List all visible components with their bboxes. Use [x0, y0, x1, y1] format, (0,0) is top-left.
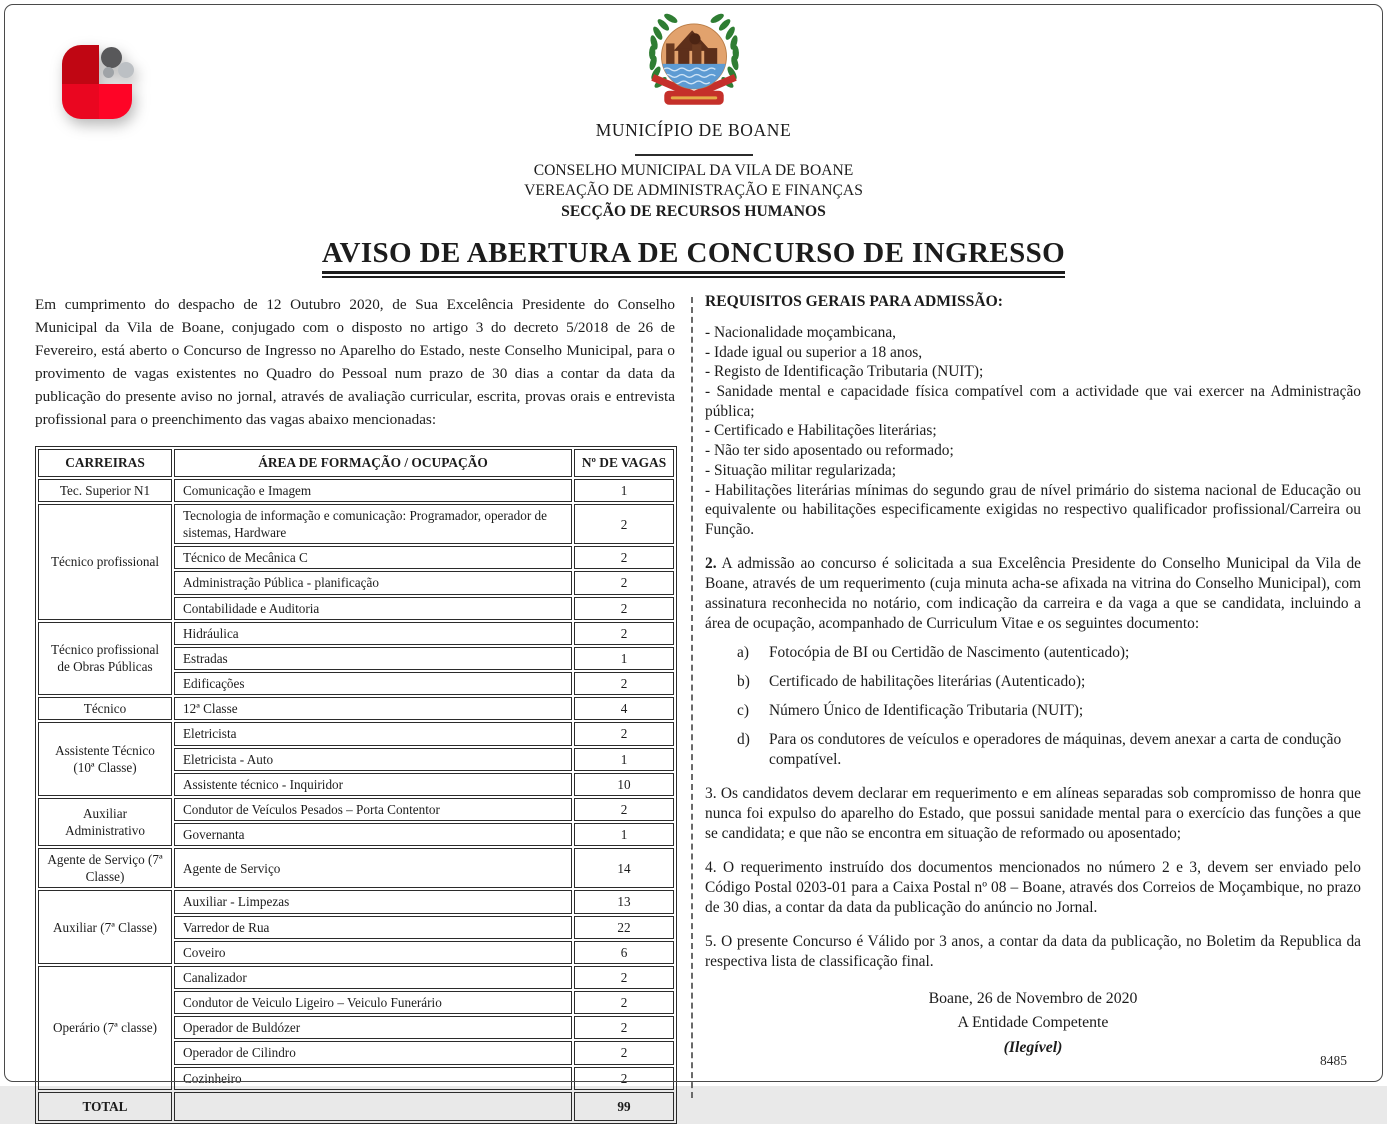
- area-cell: Assistente técnico - Inquiridor: [174, 773, 572, 796]
- area-cell: Edificações: [174, 672, 572, 695]
- vagas-cell: 2: [574, 597, 674, 620]
- general-requirements: [705, 323, 1361, 540]
- document-title: [0, 237, 1387, 278]
- area-cell: Condutor de Veiculo Ligeiro – Veiculo Funerário: [174, 991, 572, 1014]
- career-cell: Tec. Superior N1: [38, 479, 172, 502]
- content-columns: [0, 278, 1387, 1124]
- paragraph-2-text: A admissão ao concurso é solicitada a sua Excelência Presidente do Conselho Municipal da Vila de Boane, através de um requerimento (cuja minuta acha-se afixada na vitrina do Conselho Municipal), com assinatura reconhecida no notário, com indicação da carreira e da vaga a que se candidata, incluindo a área de ocupação, acompanhado de Curriculum Vitae e os seguintes documento:: [705, 554, 1361, 632]
- career-cell: Auxiliar (7ª Classe): [38, 890, 172, 963]
- career-cell: Técnico profissional: [38, 504, 172, 620]
- logo-circle-gray: [103, 67, 114, 78]
- total-value-cell: 99: [574, 1092, 674, 1121]
- paragraph-2-number: 2.: [705, 554, 717, 572]
- requirement-item: - Habilitações literárias mínimas do segundo grau de nível primário do sistema nacional de Educação ou equivalente ou habilitações especificamente exigidas no respectivo qualificador profissional/Carreira ou Função.: [705, 481, 1361, 538]
- area-cell: Estradas: [174, 647, 572, 670]
- total-label-cell: TOTAL: [38, 1092, 172, 1121]
- area-cell: Hidráulica: [174, 622, 572, 645]
- col-header-carreiras: CARREIRAS: [38, 449, 172, 476]
- area-cell: Auxiliar - Limpezas: [174, 890, 572, 913]
- career-cell: Técnico profissional de Obras Públicas: [38, 622, 172, 695]
- paragraph-2: [705, 554, 1361, 634]
- vagas-cell: 10: [574, 773, 674, 796]
- document-text: Certificado de habilitações literárias (Autenticado);: [769, 672, 1086, 690]
- vagas-cell: 2: [574, 622, 674, 645]
- vagas-cell: 1: [574, 647, 674, 670]
- requirement-item: - Nacionalidade moçambicana,: [705, 323, 897, 341]
- area-cell: Técnico de Mecânica C: [174, 546, 572, 569]
- paragraph-5: 5. O presente Concurso é Válido por 3 anos, a contar da data da publicação, no Boletim da Republica da respectiva lista de classificação final.: [705, 932, 1361, 970]
- table-row: [38, 890, 674, 913]
- title-text: AVISO DE ABERTURA DE CONCURSO DE INGRESSO: [322, 237, 1065, 274]
- vagas-cell: 6: [574, 941, 674, 964]
- area-cell: Operador de Cilindro: [174, 1041, 572, 1064]
- area-cell: Cozinheiro: [174, 1067, 572, 1090]
- vagas-cell: 22: [574, 916, 674, 939]
- vagas-cell: 4: [574, 697, 674, 720]
- requirement-item: - Sanidade mental e capacidade física compatível com a actividade que vai exercer na Administração pública;: [705, 382, 1361, 420]
- document-item: [737, 672, 1361, 692]
- municipality-crest-icon: [638, 10, 750, 114]
- vagas-cell: 13: [574, 890, 674, 913]
- signature-illegible: (Ilegível): [1003, 1038, 1063, 1056]
- area-cell: Eletricista: [174, 722, 572, 745]
- vacancies-table: [35, 446, 677, 1123]
- document-letter: d): [737, 730, 750, 748]
- vagas-cell: 2: [574, 1067, 674, 1090]
- logo-circle-light-gray: [118, 62, 134, 78]
- col-header-vagas: Nº DE VAGAS: [574, 449, 674, 476]
- area-cell: Tecnologia de informação e comunicação: Programador, operador de sistemas, Hardware: [174, 504, 572, 544]
- table-header-row: [38, 449, 674, 476]
- table-row: [38, 697, 674, 720]
- career-cell: Técnico: [38, 697, 172, 720]
- area-cell: Comunicação e Imagem: [174, 479, 572, 502]
- requirement-item: - Registo de Identificação Tributaria (NUIT);: [705, 363, 984, 381]
- requirement-item: - Certificado e Habilitações literárias;: [705, 422, 937, 440]
- signature-entity: A Entidade Competente: [957, 1014, 1109, 1032]
- total-empty-cell: [174, 1092, 572, 1121]
- career-cell: Operário (7ª classe): [38, 966, 172, 1090]
- vagas-cell: 1: [574, 748, 674, 771]
- org-line-department: VEREAÇÃO DE ADMINISTRAÇÃO E FINANÇAS: [524, 182, 863, 200]
- logo-quadrant-bright-red: [99, 84, 132, 119]
- documents-list: [737, 643, 1361, 770]
- paragraph-4: 4. O requerimento instruído dos documentos mencionados no número 2 e 3, devem ser enviado pelo Código Postal 0203-01 para a Caixa Postal nº 08 – Boane, através dos Correios de Moçambique, no prazo de 30 dias, a contar da data da publicação do anúncio no Jornal.: [705, 858, 1361, 916]
- area-cell: Coveiro: [174, 941, 572, 964]
- org-line-council: CONSELHO MUNICIPAL DA VILA DE BOANE: [533, 162, 854, 179]
- area-cell: Varredor de Rua: [174, 916, 572, 939]
- area-cell: Administração Pública - planificação: [174, 571, 572, 594]
- signature-place-date: Boane, 26 de Novembro de 2020: [928, 989, 1138, 1007]
- logo-quadrant-dark-red: [62, 45, 99, 84]
- vagas-cell: 2: [574, 672, 674, 695]
- table-row: [38, 966, 674, 989]
- header-rule: [635, 154, 753, 156]
- career-cell: Agente de Serviço (7ª Classe): [38, 848, 172, 888]
- document-letter: c): [737, 701, 749, 719]
- document-text: Para os condutores de veículos e operadores de máquinas, devem anexar a carta de condução compatível.: [769, 730, 1342, 768]
- vagas-cell: 2: [574, 546, 674, 569]
- area-cell: Condutor de Veículos Pesados – Porta Contentor: [174, 798, 572, 821]
- table-row: [38, 479, 674, 502]
- document-letter: b): [737, 672, 750, 690]
- table-row: [38, 622, 674, 645]
- col-header-area: ÁREA DE FORMAÇÃO / OCUPAÇÃO: [174, 449, 572, 476]
- document-letter: a): [737, 643, 749, 661]
- vacancies-table-body: [38, 479, 674, 1121]
- intro-paragraph: Em cumprimento do despacho de 12 Outubro 2020, de Sua Excelência Presidente do Conselho Municipal da Vila de Boane, conjugado com o disposto no artigo 3 do decreto 5/2018 de 26 de Fevereiro, está aberto o Concurso de Ingresso no Aparelho do Estado, neste Conselho Municipal, para o provimento de vagas existentes no Quadro do Pessoal num prazo de 30 dias a contar da data da publicação do presente aviso no jornal, através de avaliação curricular, escrita, provas orais e entrevista profissional para o preenchimento das vagas abaixo mencionadas:: [35, 295, 675, 429]
- table-row: [38, 798, 674, 821]
- vagas-cell: 2: [574, 1016, 674, 1039]
- document-item: [737, 643, 1361, 663]
- requirement-item: - Situação militar regularizada;: [705, 461, 897, 479]
- paragraph-3: 3. Os candidatos devem declarar em requerimento e em alíneas separadas sob compromisso de honra que nunca foi expulso do aparelho do Estado, que possui sanidade mental para o exercício das funções a que se candidata; e que não se encontra em situação de reformado ou aposentado;: [705, 784, 1361, 842]
- municipality-name: MUNICÍPIO DE BOANE: [595, 120, 792, 140]
- logo-quadrant-red: [62, 84, 99, 119]
- column-divider: [691, 297, 693, 1098]
- title-underline: [322, 276, 1065, 278]
- area-cell: 12ª Classe: [174, 697, 572, 720]
- left-column: [35, 291, 675, 1124]
- requirement-item: - Idade igual ou superior a 18 anos,: [705, 343, 923, 361]
- document-header: [0, 0, 1387, 222]
- newspaper-logo-icon: [62, 45, 136, 119]
- sheet-number: 8485: [1320, 1053, 1347, 1068]
- area-cell: Canalizador: [174, 966, 572, 989]
- document-item: [737, 730, 1361, 770]
- vagas-cell: 2: [574, 991, 674, 1014]
- table-row: [38, 722, 674, 745]
- vagas-cell: 2: [574, 1041, 674, 1064]
- vagas-cell: 14: [574, 848, 674, 888]
- table-total-row: [38, 1092, 674, 1121]
- area-cell: Governanta: [174, 823, 572, 846]
- right-column: [705, 291, 1363, 1061]
- signature-block: [705, 987, 1361, 1060]
- document-text: Número Único de Identificação Tributaria (NUIT);: [769, 701, 1084, 719]
- org-line-section: SECÇÃO DE RECURSOS HUMANOS: [561, 202, 826, 220]
- vagas-cell: 2: [574, 722, 674, 745]
- vagas-cell: 2: [574, 966, 674, 989]
- vagas-cell: 2: [574, 798, 674, 821]
- vagas-cell: 2: [574, 504, 674, 544]
- area-cell: Contabilidade e Auditoria: [174, 597, 572, 620]
- table-row: [38, 504, 674, 544]
- document-text: Fotocópia de BI ou Certidão de Nascimento (autenticado);: [769, 643, 1130, 661]
- area-cell: Agente de Serviço: [174, 848, 572, 888]
- vagas-cell: 2: [574, 571, 674, 594]
- requirements-heading: REQUISITOS GERAIS PARA ADMISSÃO:: [705, 292, 1003, 310]
- career-cell: Assistente Técnico (10ª Classe): [38, 722, 172, 795]
- vagas-cell: 1: [574, 823, 674, 846]
- document-item: [737, 701, 1361, 721]
- area-cell: Operador de Buldózer: [174, 1016, 572, 1039]
- table-row: [38, 848, 674, 888]
- vagas-cell: 1: [574, 479, 674, 502]
- career-cell: Auxiliar Administrativo: [38, 798, 172, 846]
- area-cell: Eletricista - Auto: [174, 748, 572, 771]
- requirement-item: - Não ter sido aposentado ou reformado;: [705, 442, 954, 460]
